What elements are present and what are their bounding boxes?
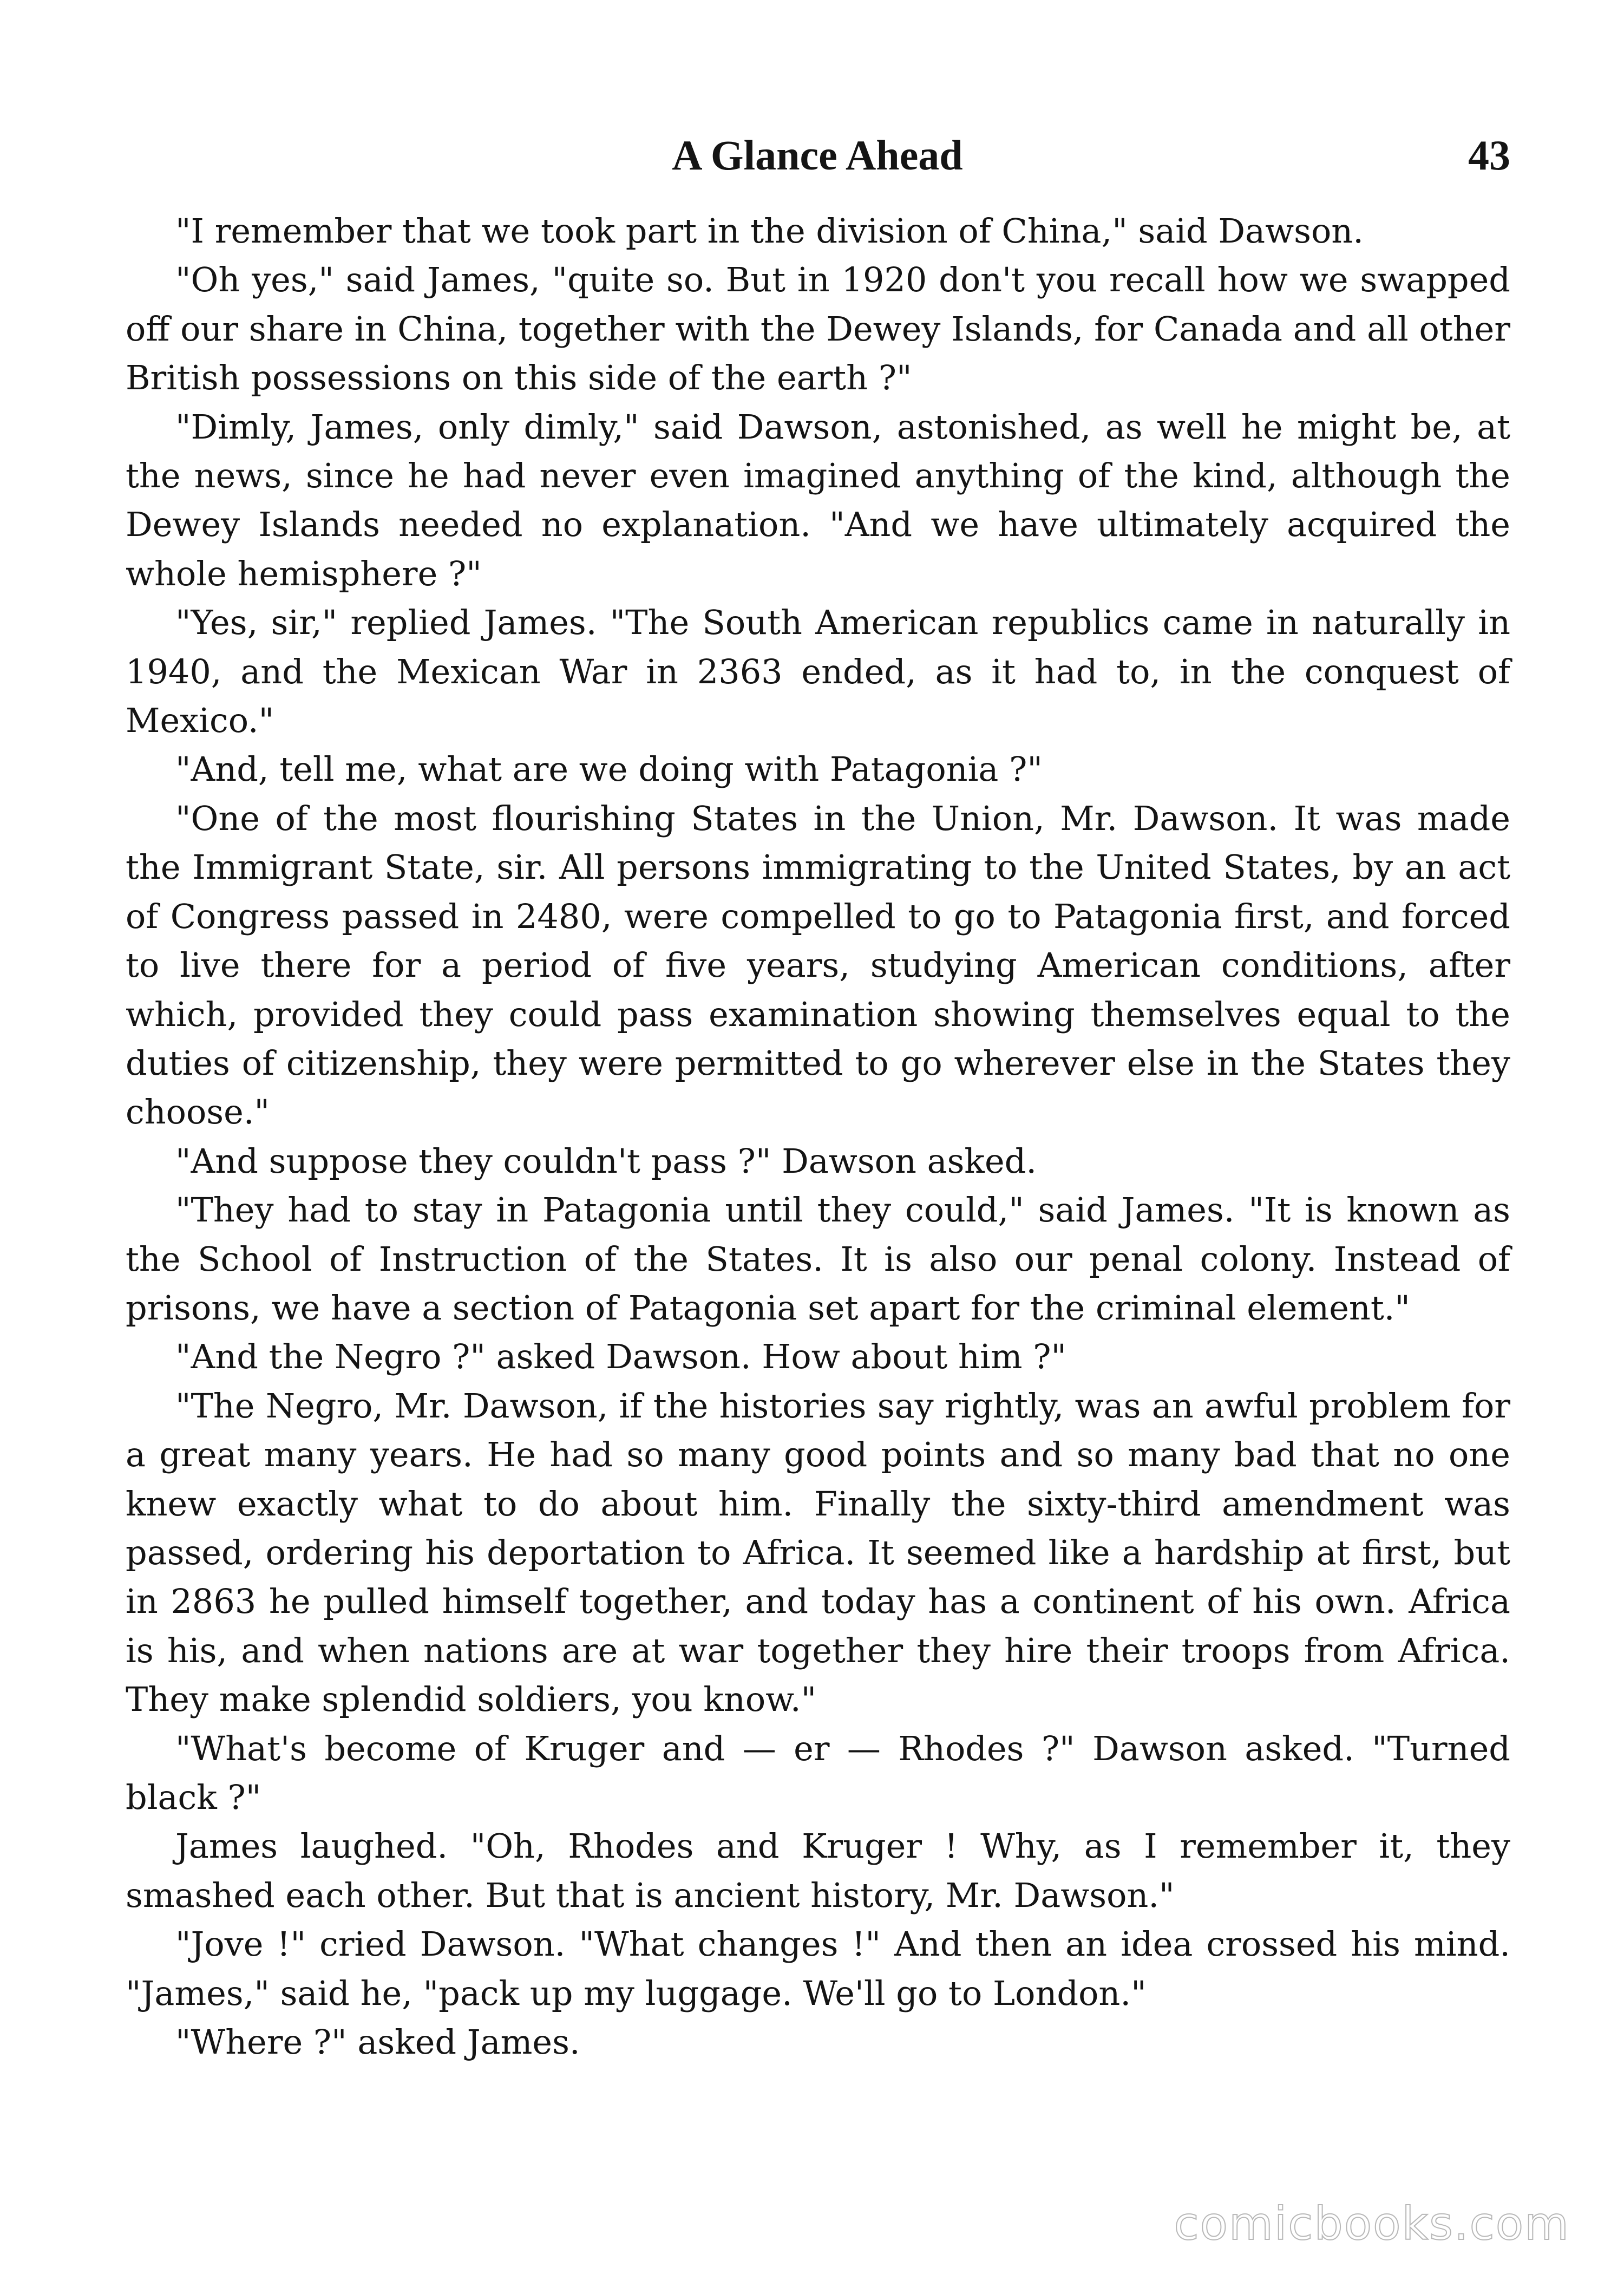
paragraph: "Jove !" cried Dawson. "What changes !" And then an idea crossed his mind. "James," said he, "pack up my luggage. We'll go to London." [126,1924,1510,2013]
paragraph: "Dimly, James, only dimly," said Dawson, astonished, as well he might be, at the news, since he had never even imagined anything of the kind, although the Dewey Islands needed no explanation. "And we have ultimately acquired the whole hemisphere ?" [126,407,1510,593]
paragraph: "And, tell me, what are we doing with Patagonia ?" [175,749,1043,789]
page-header [125,126,1510,185]
paragraph: "Yes, sir," replied James. "The South American republics came in naturally in 1940, and the Mexican War in 2363 ended, as it had to, in the conquest of Mexico." [126,603,1510,741]
paragraph: "Where ?" asked James. [175,2022,580,2062]
paragraph: "What's become of Kruger and — er — Rhodes ?" Dawson asked. "Turned black ?" [126,1728,1510,1817]
running-title: A Glance Ahead [672,132,963,179]
paragraph: "And suppose they couldn't pass ?" Dawson asked. [175,1141,1037,1181]
paragraph: "And the Negro ?" asked Dawson. How about him ?" [175,1337,1067,1377]
page-number: 43 [1468,132,1510,179]
paragraph: "The Negro, Mr. Dawson, if the histories say rightly, was an awful problem for a great many years. He had so many good points and so many bad that no one knew exactly what to do about him. Finally the sixty-third amendment was passed, ordering his deportation to Africa. It seemed like a hardship at first, but in 2863 he pulled himself together, and today has a continent of his own. Africa is his, and when nations are at war together they hire their troops from Africa. They make splendid soldiers, you know." [126,1386,1510,1720]
paragraph: James laughed. "Oh, Rhodes and Kruger ! Why, as I remember it, they smashed each other. But that is ancient history, Mr. Dawson." [126,1826,1510,1915]
paragraph: "Oh yes," said James, "quite so. But in 1920 don't you recall how we swapped off our share in China, together with the Dewey Islands, for Canada and all other British possessions on this side of the earth ?" [126,260,1510,398]
body-text [126,207,1510,2067]
paragraph: "I remember that we took part in the division of China," said Dawson. [175,211,1364,251]
paragraph: "One of the most flourishing States in the Union, Mr. Dawson. It was made the Immigrant State, sir. All persons immigrating to the United States, by an act of Congress passed in 2480, were compelled to go to Patagonia first, and forced to live there for a period of five years, studying American conditions, after which, provided they could pass examination showing themselves equal to the duties of citizenship, they were permitted to go wherever else in the States they choose." [126,798,1510,1132]
watermark: comicbooks.com [1174,2197,1570,2250]
paragraph: "They had to stay in Patagonia until they could," said James. "It is known as the School of Instruction of the States. It is also our penal colony. Instead of prisons, we have a section of Patagonia set apart for the criminal element." [126,1190,1510,1328]
